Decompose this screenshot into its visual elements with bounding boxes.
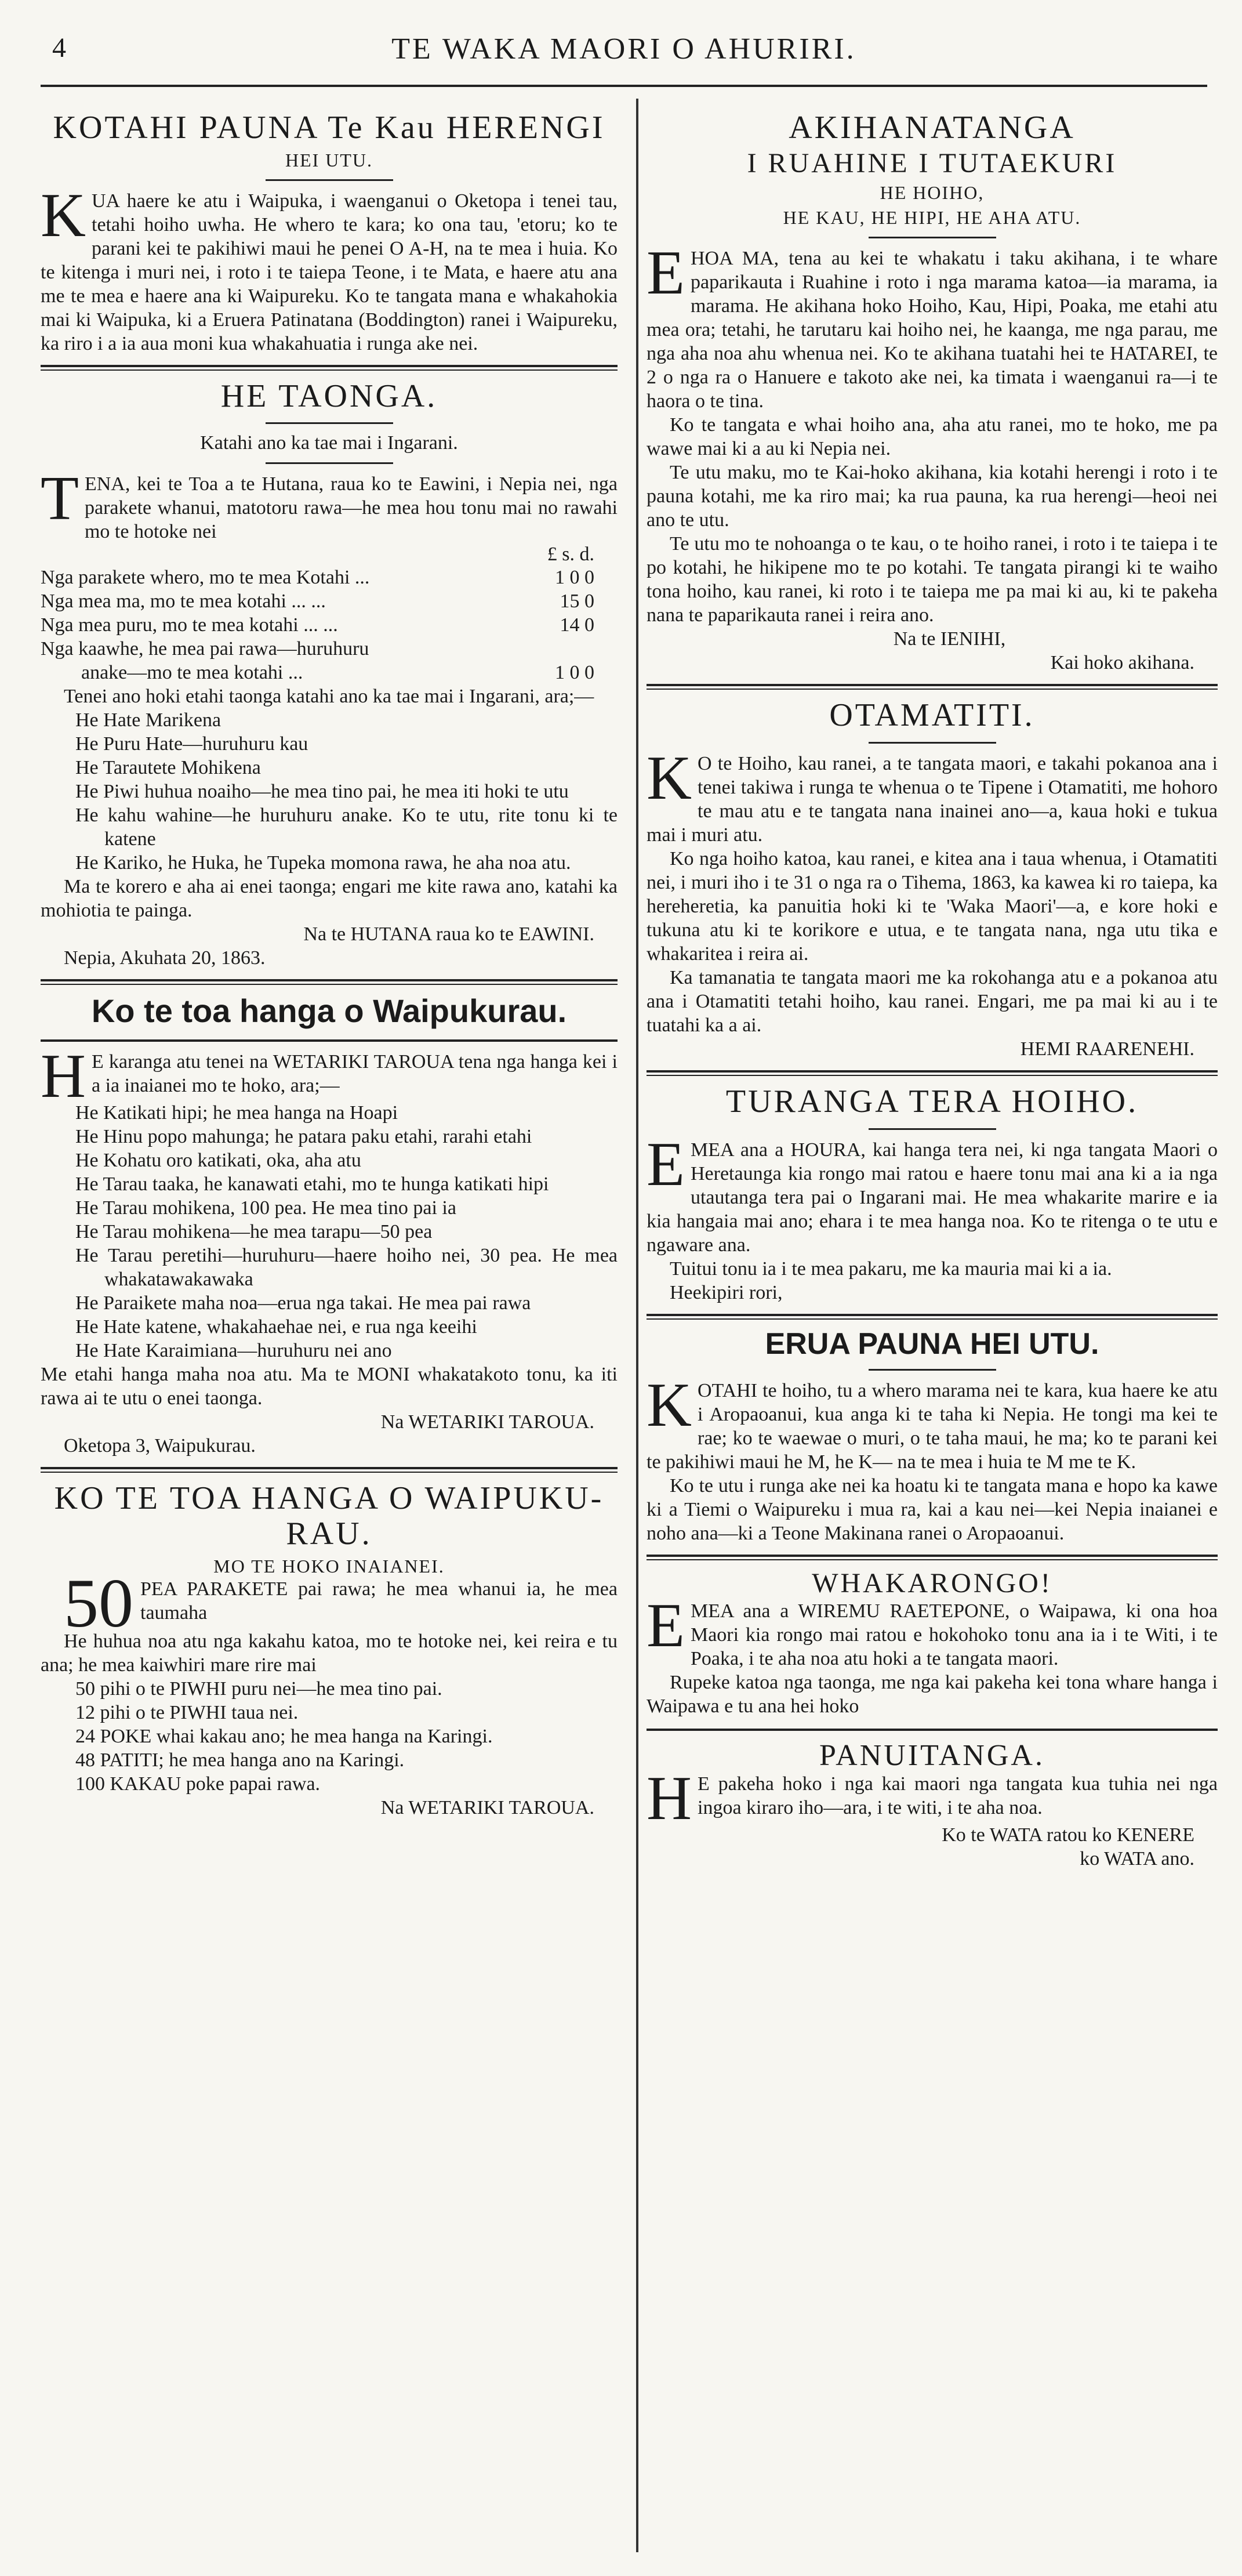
article-title: WHAKARONGO! [812,1567,1052,1599]
right-column [647,104,1218,1878]
article-panuitanga [647,1739,1218,1871]
article-body: UA haere ke atu i Waipuka, i waenganui o Oketopa i tenei tau, tetahi hoiho uwha. He whero te kara; ko ona tau, 'etoru; ko te parani kei te pakihiwi maui he penei O A-H, na te mea i huia. Ko te kitenga i muri nei, i roto i te taiepa Teone, i te Mata, e haere atu ana me te mea e haere ana ki Waipureku. Ko te tangata mana e whakahokia mai ki Waipuka, ki a Eruera Patinatana (Boddington) ranei i Waipureku, ka riro i a ia aua moni kua whakahuatia i runga ake nei. [41,190,618,354]
signature: HEMI RAARENEHI. [1020,1038,1194,1060]
divider [266,179,393,181]
article-title: KOTAHI PAUNA Te Kau HERENGI [53,110,605,146]
drop-cap: K [41,180,86,250]
list-item: He Tarau mohikena, 100 pea. He mea tino pai ia [75,1197,456,1219]
page-number: 4 [52,32,66,63]
list-item: He Hate Karaimiana—huruhuru nei ano [75,1339,392,1361]
article-subtitle: HE KAU, HE HIPI, HE AHA ATU. [783,207,1081,229]
list-item: He Katikati hipi; he mea hanga na Hoapi [75,1102,398,1124]
article-title: KO TE TOA HANGA O WAIPUKU-RAU. [54,1480,604,1552]
article-he-taonga [41,379,618,970]
divider [869,1369,996,1371]
drop-cap: K [647,1370,692,1440]
article-title: Ko te toa hanga o Waipukurau. [91,992,567,1030]
article-body: MEA ana a WIREMU RAETEPONE, o Waipawa, ki ona hoa Maori kia rongo mai ratou e hokohoko tonu ana ia i te Witi, i te Poaka, i te aha noa atu hoki a te tangata maori. [690,1600,1218,1669]
article-body: Ka tamanatia te tangata maori me ka rokohanga atu e a pokanoa atu ana i Otamatiti tetahi hoiho, kau ranei. Engari, me pa mai ki au i te tuatahi ka a ai. [647,966,1218,1036]
article-body: Me etahi hanga maha noa atu. Ma te MONI whakatakoto tonu, ka iti rawa ai te utu o enei taonga. [41,1363,618,1409]
masthead [41,23,1207,87]
list-item: 12 pihi o te PIWHI taua nei. [75,1701,299,1723]
article-body: Tenei ano hoki etahi taonga katahi ano ka tae mai i Ingarani, ara;— [64,686,594,708]
item-list [41,1101,618,1363]
dateline: Oketopa 3, Waipukurau. [64,1434,256,1457]
drop-cap: E [647,1590,685,1660]
article-subtitle: HE HOIHO, [880,182,985,204]
signature: Na WETARIKI TAROUA. [380,1411,594,1433]
article-body: O te Hoiho, kau ranei, a te tangata maori, e takahi pokanoa ana i tenei takiwa i runga te whenua o te Tipene i Otamatiti, me hohoro te mau atu e te tangata nana inainei ano—a, kaua hoki e tukua mai i muri atu. [647,752,1218,846]
article-body: HOA MA, tena au kei te whakatu i taku akihana, i te whare paparikauta i Ruahine i roto i nga marama katoa—ia marama, ia marama. He akihana hoko Hoiho, Kau, Hipi, Poaka, me etahi atu mea ora; tetahi, he tarutaru kai hoiho nei, he kaanga, me nga parau, me nga aha noa ahu whenua nei. Ko te akihana tuatahi hei te HATAREI, te 2 o nga ra o Hanuere e takoto ake nei, ka timata i waenganui ra—i te haora o te tina. [647,248,1218,412]
list-item: He Tarautete Mohikena [75,757,261,779]
article-toa-hanga-2 [41,1481,618,1820]
divider [869,742,996,744]
column-divider [636,99,638,2552]
article-title: ERUA PAUNA HEI UTU. [765,1327,1099,1361]
article-body: OTAHI te hoiho, tu a whero marama nei te kara, kua haere ke atu i Aropaoanui, kua anga ki te taha ki Nepia. He tongi ma kei te rae; ko te waewae o muri, o te taha maui, he ma; ko te parani kei te pakihiwi maui he M, he K— na te mea i huia te M me te K. [647,1379,1218,1473]
article-title: AKIHANATANGA [789,110,1076,146]
drop-cap: T [41,464,79,534]
newspaper-title: TE WAKA MAORI O AHURIRI. [391,32,856,66]
price-row: Nga mea puru, mo te mea kotahi ... ... 14 0 [41,614,594,636]
list-item: He Tarau mohikena—he mea tarapu—50 pea [75,1220,433,1242]
list-item: He Kariko, he Huka, he Tupeka momona rawa, he aha noa atu. [75,852,571,874]
item-list [41,708,618,875]
list-item: He Kohatu oro katikati, oka, aha atu [75,1149,361,1171]
signature: ko WATA ano. [1080,1847,1194,1869]
dateline: Nepia, Akuhata 20, 1863. [64,947,266,969]
drop-cap: K [647,743,692,813]
list-item: 100 KAKAU poke papai rawa. [75,1773,321,1795]
article-toa-hanga [41,993,618,1458]
article-title: PANUITANGA. [819,1738,1045,1772]
article-body: Ko nga hoiho katoa, kau ranei, e kitea ana i taua whenua, i Otamatiti nei, i muri iho i te 31 o nga ra o Tihema, 1863, ka kawea ki ro taiepa, ka hereheretia, ka panuitia hoki ki te 'Waka Maori'—a, e kore hoki e tukuna atu ki te korikore e utua, e te tangata nana, nga utu tika e whakaritea i reira ai. [647,847,1218,965]
drop-cap: E [647,1129,685,1199]
article-title-line2: I RUAHINE I TUTAEKURI [747,147,1117,179]
section-rule [41,1467,618,1473]
article-title: TURANGA TERA HOIHO. [725,1083,1139,1119]
article-body: Ko te tangata e whai hoiho ana, aha atu ranei, mo te hoko, me pa wawe mai ki a au ki Nepia nei. [647,414,1218,460]
section-rule [647,1555,1218,1560]
article-erua-pauna [647,1328,1218,1545]
price-row: Nga parakete whero, mo te mea Kotahi ... 1 0 0 [41,567,594,589]
divider [41,1039,618,1042]
article-body: ENA, kei te Toa a te Hutana, raua ko te Eawini, i Nepia nei, nga parakete whanui, matotoru rawa—he mea hou tonu mai no rawahi mo te hotoke nei [84,473,618,543]
article-subtitle: HEI UTU. [285,149,373,171]
section-rule [647,1729,1218,1731]
price-header: £ s. d. [547,544,594,566]
list-item: He Hate katene, whakahaehae nei, e rua nga keeihi [75,1316,477,1338]
signature: Na WETARIKI TAROUA. [380,1796,594,1818]
article-whakarongo [647,1568,1218,1718]
article-body: Te utu maku, mo te Kai-hoko akihana, kia kotahi herengi i roto i te pauna kotahi, me ka riro mai; ka rua pauna, ka rua herengi—heoi nei ano te utu. [647,462,1218,531]
signature: Heekipiri rori, [670,1281,783,1303]
article-title: OTAMATITI. [829,697,1035,734]
section-rule [647,1070,1218,1076]
drop-cap: H [41,1041,86,1111]
article-akihanatanga [647,110,1218,675]
price-row: anake—mo te mea kotahi ... 1 0 0 [81,662,594,684]
article-body: E pakeha hoko i nga kai maori nga tangata kua tuhia nei nga ingoa kiraro iho—ara, i te witi, i te aha noa. [698,1773,1218,1818]
section-rule [647,684,1218,690]
price-row: Nga kaawhe, he mea pai rawa—huruhuru [41,638,369,660]
article-body: Rupeke katoa nga taonga, me nga kai pakeha kei tona whare hanga i Waipawa e tu ana hei hoko [647,1671,1218,1717]
article-body: E karanga atu tenei na WETARIKI TAROUA tena nga hanga kei i a ia inaianei mo te hoko, ara;— [92,1050,618,1096]
article-subtitle: MO TE HOKO INAIANEI. [213,1555,445,1577]
article-body: MEA ana a HOURA, kai hanga tera nei, ki nga tangata Maori o Heretaunga kia rongo mai ratou e haere tonu mai ana ki a ia nga utautanga tera pai o Ingarani mai. He mea whakarite marire e ia kia hangaia mai ano; ehara i te mea hanga noa. Ko te ritenga o te utu e ngaware ana. [647,1139,1218,1256]
list-item: He Piwi huhua noaiho—he mea tino pai, he mea iti hoki te utu [75,781,569,803]
article-body: He huhua noa atu nga kakahu katoa, mo te hotoke nei, kei reira e tu ana; he mea kaiwhiri mare rire mai [41,1630,618,1676]
divider [266,462,393,464]
article-body: Te utu mo te nohoanga o te kau, o te hoiho ranei, i roto i te taiepa i te po kotahi, he hikipene mo te po kotahi. Te tangata pirangi ki te waiho tona hoiho, kau ranei, ki roto i te taiepa me pa mai ki au, ki te pakeha nana te paparikauta ranei i reira ano. [647,533,1218,626]
price-row: Nga mea ma, mo te mea kotahi ... ... 15 0 [41,590,594,613]
divider [869,1128,996,1130]
section-rule [41,979,618,985]
list-item: He kahu wahine—he huruhuru anake. Ko te utu, rite tonu ki te katene [75,805,618,850]
article-kotahi-pauna [41,110,618,356]
signature: Ko te WATA ratou ko KENERE [942,1824,1194,1846]
list-item: He Puru Hate—huruhuru kau [75,733,308,755]
large-number: 50 [64,1564,133,1642]
article-body: Ko te utu i runga ake nei ka hoatu ki te tangata mana e hopo ka kawe ki a Tiemi o Waipureku i mua ra, kai a kau nei—kei Nepia inaianei e noho ana—ki a Teone Makinana ranei o Aropaoanui. [647,1474,1218,1544]
divider [266,422,393,424]
item-list [41,1677,618,1796]
list-item: He Hinu popo mahunga; he patara paku etahi, rarahi etahi [75,1125,532,1147]
list-item: He Paraikete maha noa—erua nga takai. He mea pai rawa [75,1292,531,1314]
article-body: PEA PARAKETE pai rawa; he mea whanui ia, he mea taumaha [140,1578,618,1624]
drop-cap: E [647,238,685,308]
article-body: Tuitui tonu ia i te mea pakaru, me ka mauria mai ki a ia. [670,1258,1112,1280]
divider [869,237,996,238]
article-body: Ma te korero e aha ai enei taonga; engari me kite rawa ano, katahi ka mohiotia te painga. [41,876,618,922]
list-item: He Tarau taaka, he kanawati etahi, mo te hunga katikati hipi [75,1173,549,1195]
list-item: 48 PATITI; he mea hanga ano na Karingi. [75,1749,405,1771]
article-intro: Katahi ano ka tae mai i Ingarani. [200,432,458,454]
list-item: 24 POKE whai kakau ano; he mea hanga na Karingi. [75,1725,493,1747]
list-item: He Hate Marikena [75,709,221,731]
article-otamatiti [647,698,1218,1061]
list-item: He Tarau peretihi—huruhuru—haere hoiho nei, 30 pea. He mea whakatawakawaka [75,1244,618,1290]
left-column [41,104,618,1827]
drop-cap: H [647,1763,692,1833]
list-item: 50 pihi o te PIWHI puru nei—he mea tino pai. [75,1678,442,1700]
signature-title: Kai hoko akihana. [1050,652,1194,674]
section-rule [647,1314,1218,1320]
signature: Na te IENIHI, [893,628,1006,650]
section-rule [41,365,618,371]
article-turanga-tera [647,1084,1218,1305]
signature: Na te HUTANA raua ko te EAWINI. [303,923,594,945]
article-title: HE TAONGA. [220,378,438,414]
